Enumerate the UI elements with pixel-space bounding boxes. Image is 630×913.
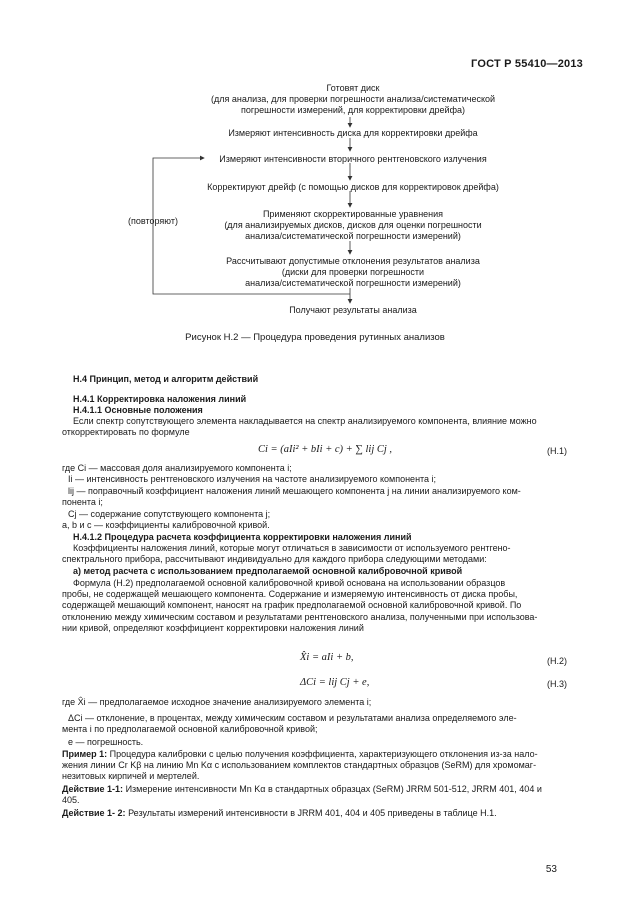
where-line: мента i по предполагаемой основной калибровочной кривой; <box>62 724 318 734</box>
example-1-line <box>62 749 538 760</box>
flow-step-apply-equations: Применяют скорректированные уравнения (для анализируемых дисков, дисков для оценки погрешности анализа/систематической погрешности измерений) <box>224 209 482 241</box>
equation-number-h3: (Н.3) <box>547 679 567 689</box>
flow-step-correct-drift: Корректируют дрейф (с помощью дисков для корректировок дрейфа) <box>207 182 499 192</box>
where-line: Ii — интенсивность рентгеновского излучения на частоте анализируемого компонента i; <box>68 474 437 484</box>
flow-step-calc-deviations: Рассчитывают допустимые отклонения результатов анализа (диски для проверки погрешности анализа/систематической погрешности измерений) <box>226 256 480 288</box>
where-line: e — погрешность. <box>68 737 144 747</box>
paragraph-line: Коэффициенты наложения линий, которые могут отличаться в зависимости от используемого рентгено- <box>73 543 511 553</box>
equation-number-h1: (Н.1) <box>547 446 567 456</box>
where-line: a, b и c — коэффициенты калибровочной кривой. <box>62 520 270 530</box>
paragraph-line: спектрального прибора, рассчитывают индивидуально для каждого прибора следующими методами: <box>62 554 487 564</box>
where-line: lij — поправочный коэффициент наложения линий мешающего компонента j на линии анализируемого ком- <box>68 486 521 496</box>
where-line: где X̂i — предполагаемое исходное значение анализируемого элемента i; <box>62 697 372 707</box>
paragraph-line: Если спектр сопутствующего элемента накладывается на спектр анализируемого компонента, влияние можно <box>73 416 537 426</box>
paragraph-line: содержащей мешающий компонент, наносят на график предполагаемой основной калибровочной кривой. По <box>62 600 522 610</box>
paragraph-line: откорректировать по формуле <box>62 427 190 437</box>
where-line: ΔCi — отклонение, в процентах, между химическим составом и результатами анализа определяемого эле- <box>68 713 517 723</box>
paragraph-line: 405. <box>62 795 80 805</box>
action-1-1-label: Действие 1-1: <box>62 784 124 794</box>
action-1-2-text: Результаты измерений интенсивности в JRRM 401, 404 и 405 приведены в таблице Н.1. <box>125 808 497 818</box>
document-standard-header: ГОСТ Р 55410—2013 <box>471 58 583 70</box>
paragraph-line: незитовых кирпичей и мертелей. <box>62 771 200 781</box>
formula-h2: X̂i = aIi + b, <box>300 652 354 663</box>
where-line: где Ci — массовая доля анализируемого компонента i; <box>62 463 292 473</box>
flow-step-measure-drift-disk: Измеряют интенсивность диска для корректировки дрейфа <box>228 128 478 138</box>
equation-number-h2: (Н.2) <box>547 656 567 666</box>
example-1-text: Процедура калибровки с целью получения коэффициента, характеризующего отклонения из-за нало- <box>107 749 538 759</box>
example-1-label: Пример 1: <box>62 749 108 759</box>
formula-h1: Ci = (aIi² + bIi + c) + ∑ lij Cj , <box>258 444 393 455</box>
flow-loop-label: (повторяют) <box>128 216 178 226</box>
action-1-2-label: Действие 1- 2: <box>62 808 126 818</box>
heading-h4: Н.4 Принцип, метод и алгоритм действий <box>73 374 259 384</box>
flow-step-prepare-disk: Готовят диск (для анализа, для проверки погрешности анализа/систематической погрешности измерений, для корректировки дрейфа) <box>210 83 496 115</box>
heading-h411: Н.4.1.1 Основные положения <box>73 405 203 415</box>
paragraph-line: Формула (Н.2) предполагаемой основной калибровочной кривой основана на использовании образцов <box>73 578 506 588</box>
figure-caption: Рисунок Н.2 — Процедура проведения рутинных анализов <box>185 332 445 343</box>
action-1-1-line <box>62 784 542 795</box>
paragraph-line: нии кривой, определяют коэффициент корректировки наложения линий <box>62 623 364 633</box>
flow-step-measure-intensities: Измеряют интенсивности вторичного рентгеновского излучения <box>219 154 487 164</box>
formula-h3: ΔCi = lij Cj + e, <box>300 677 370 688</box>
paragraph-line: жения линии Cr Kβ на линию Mn Kα с использованием комплектов стандартных образцов (SeRM) для хромомаг- <box>62 760 537 770</box>
action-1-1-text: Измерение интенсивности Mn Kα в стандартных образцах (SeRM) JRRM 501-512, JRRM 401, 404 и <box>123 784 542 794</box>
method-a-heading: а) метод расчета с использованием предполагаемой основной калибровочной кривой <box>73 566 463 576</box>
heading-h412: Н.4.1.2 Процедура расчета коэффициента корректировки наложения линий <box>73 532 412 542</box>
paragraph-line: пробы, не содержащей мешающего компонента. Содержание и измеряемую интенсивность от диска пробы, <box>62 589 518 599</box>
where-line: понента i; <box>62 497 103 507</box>
flow-step-get-results: Получают результаты анализа <box>289 305 417 315</box>
where-line: Cj — содержание сопутствующего компонента j; <box>68 509 271 519</box>
heading-h41: Н.4.1 Корректировка наложения линий <box>73 394 247 404</box>
action-1-2-line <box>62 808 497 819</box>
page-number: 53 <box>545 864 557 875</box>
paragraph-line: отклонению между химическим составом и результатами рентгеновского анализа, полученными при использова- <box>62 612 538 622</box>
